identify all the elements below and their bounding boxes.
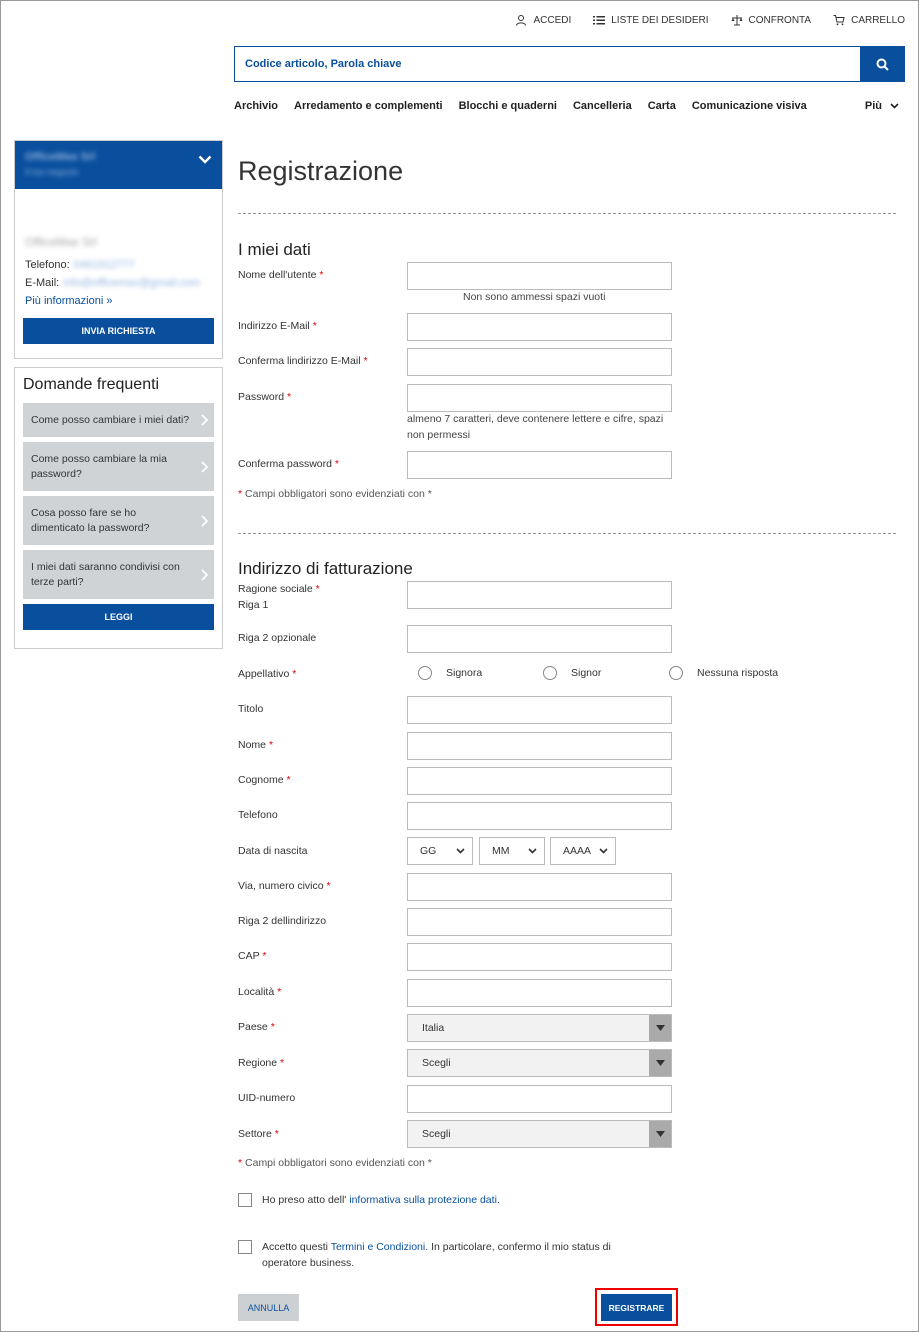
region-value: Scegli bbox=[422, 1057, 451, 1069]
required-note-visible: Campi obbligatori sono evidenziati con * bbox=[245, 1157, 432, 1169]
company-label: Ragione sociale * Riga 1 bbox=[238, 583, 320, 611]
section-heading-my-data: I miei dati bbox=[238, 240, 311, 259]
radio-label: Signor bbox=[571, 667, 602, 679]
chevron-down-icon bbox=[599, 848, 608, 854]
email-confirm-label-text: Conferma lindirizzo E-Mail bbox=[238, 355, 361, 367]
terms-consent bbox=[238, 1239, 638, 1271]
nav-item-arredamento[interactable]: Arredamento e complementi bbox=[294, 100, 443, 112]
main-nav bbox=[234, 100, 905, 112]
divider bbox=[238, 213, 896, 214]
address2-label: Riga 2 dellindirizzo bbox=[238, 915, 327, 927]
email-confirm-input[interactable] bbox=[407, 348, 672, 376]
region-label: Regione * bbox=[238, 1057, 285, 1069]
radio-nessuna[interactable] bbox=[669, 666, 778, 680]
birth-year-value: AAAA bbox=[563, 845, 592, 857]
nav-more-label: Più bbox=[864, 100, 882, 112]
user-icon bbox=[515, 14, 527, 26]
register-button[interactable]: REGISTRARE bbox=[601, 1294, 672, 1321]
region-select[interactable] bbox=[407, 1049, 672, 1077]
required-note: * Campi obbligatori sono evidenziati con * bbox=[238, 1157, 432, 1169]
dealer-name: OfficeMax Srl bbox=[25, 151, 96, 163]
cart-label: CARRELLO bbox=[851, 14, 905, 26]
lastname-input[interactable] bbox=[407, 767, 672, 795]
terms-link[interactable]: Termini e Condizioni bbox=[330, 1241, 426, 1253]
wishlists-label: LISTE DEI DESIDERI bbox=[611, 14, 709, 26]
required-note-visible: Campi obbligatori sono evidenziati con * bbox=[245, 488, 432, 500]
dealer-email-row bbox=[25, 277, 212, 289]
select-arrow bbox=[649, 1015, 671, 1041]
password-label: Password * bbox=[238, 391, 292, 403]
firstname-label: Nome * bbox=[238, 739, 274, 751]
nav-item-carta[interactable]: Carta bbox=[647, 100, 676, 112]
more-info-link[interactable]: Più informazioni » bbox=[25, 295, 113, 307]
chevron-down-icon bbox=[528, 848, 537, 854]
zip-label: CAP * bbox=[238, 950, 267, 962]
country-select[interactable] bbox=[407, 1014, 672, 1042]
top-utility-bar bbox=[515, 14, 905, 26]
lastname-label: Cognome * bbox=[238, 774, 291, 786]
privacy-checkbox[interactable] bbox=[238, 1193, 252, 1207]
line1-label-text: Riga 1 bbox=[238, 599, 269, 611]
search-icon bbox=[876, 58, 889, 71]
birthdate-label: Data di nascita bbox=[238, 845, 308, 857]
zip-label-text: CAP bbox=[238, 950, 260, 962]
radio-button[interactable] bbox=[418, 666, 432, 680]
faq-item[interactable] bbox=[23, 550, 214, 599]
dealer-panel bbox=[14, 140, 223, 359]
salutation-label-text: Appellativo bbox=[238, 668, 290, 680]
faq-title: Domande frequenti bbox=[23, 376, 160, 393]
phone-input[interactable] bbox=[407, 802, 672, 830]
login-link[interactable] bbox=[515, 14, 571, 26]
chevron-right-icon bbox=[201, 515, 208, 527]
country-label: Paese * bbox=[238, 1021, 275, 1033]
select-arrow bbox=[649, 1050, 671, 1076]
uid-label: UID-numero bbox=[238, 1092, 296, 1104]
caret-down-icon bbox=[656, 1025, 665, 1031]
sector-value: Scegli bbox=[422, 1128, 451, 1140]
chevron-down-icon bbox=[456, 848, 465, 854]
radio-label: Signora bbox=[446, 667, 483, 679]
zip-input[interactable] bbox=[407, 943, 672, 971]
nav-item-cancelleria[interactable]: Cancelleria bbox=[572, 100, 632, 112]
faq-item[interactable] bbox=[23, 496, 214, 545]
street-label-text: Via, numero civico bbox=[238, 880, 324, 892]
terms-suffix: . In particolare, confermo il mio status di operatore business. bbox=[262, 1241, 611, 1269]
search-bar bbox=[234, 46, 905, 82]
faq-item[interactable] bbox=[23, 442, 214, 491]
username-input[interactable] bbox=[407, 262, 672, 290]
privacy-text bbox=[262, 1192, 500, 1208]
nav-item-archivio[interactable]: Archivio bbox=[234, 100, 279, 112]
privacy-prefix: Ho preso atto dell' bbox=[262, 1194, 347, 1206]
chevron-right-icon bbox=[201, 569, 208, 581]
street-input[interactable] bbox=[407, 873, 672, 901]
privacy-consent bbox=[238, 1192, 678, 1208]
dealer-email: info@officemax@gmail.com bbox=[63, 277, 201, 289]
email-label: Indirizzo E-Mail * bbox=[238, 320, 317, 332]
password-confirm-label: Conferma password * bbox=[238, 458, 339, 470]
radio-signora[interactable] bbox=[418, 666, 482, 680]
email-label-text: Indirizzo E-Mail bbox=[238, 320, 310, 332]
terms-text bbox=[262, 1239, 638, 1271]
address2-input[interactable] bbox=[407, 908, 672, 936]
radio-button[interactable] bbox=[669, 666, 683, 680]
chevron-down-icon[interactable] bbox=[198, 155, 212, 164]
username-hint: Non sono ammessi spazi vuoti bbox=[463, 291, 606, 303]
city-label-text: Località bbox=[238, 986, 275, 998]
dealer-phone-label: Telefono: bbox=[25, 259, 70, 271]
faq-item-text: Cosa posso fare se ho dimenticato la password? bbox=[31, 506, 150, 534]
scale-icon bbox=[731, 14, 743, 26]
faq-panel bbox=[14, 367, 223, 649]
radio-signor[interactable] bbox=[543, 666, 601, 680]
dealer-shop-name: OfficeMax Srl bbox=[25, 235, 97, 249]
phone-label: Telefono bbox=[238, 809, 278, 821]
chevron-down-icon bbox=[890, 103, 899, 109]
company-label-text: Ragione sociale bbox=[238, 583, 313, 595]
dealer-phone-row bbox=[25, 259, 212, 271]
caret-down-icon bbox=[656, 1060, 665, 1066]
divider bbox=[238, 533, 896, 534]
chevron-right-icon bbox=[201, 414, 208, 426]
cart-link[interactable] bbox=[833, 14, 905, 26]
section-heading-billing: Indirizzo di fatturazione bbox=[238, 559, 413, 578]
nav-item-comunicazione[interactable]: Comunicazione visiva bbox=[691, 100, 807, 112]
page-title: Registrazione bbox=[238, 156, 404, 186]
sector-label-text: Settore bbox=[238, 1128, 272, 1140]
caret-down-icon bbox=[656, 1131, 665, 1137]
username-label: Nome dell'utente * bbox=[238, 269, 324, 281]
region-label-text: Regione bbox=[238, 1057, 278, 1069]
search-button[interactable] bbox=[860, 47, 904, 81]
birth-day-select[interactable] bbox=[407, 837, 473, 865]
line2-label: Riga 2 opzionale bbox=[238, 632, 317, 644]
sector-select[interactable] bbox=[407, 1120, 672, 1148]
faq-item-text: Come posso cambiare la mia password? bbox=[31, 452, 167, 480]
email-input[interactable] bbox=[407, 313, 672, 341]
password-confirm-label-text: Conferma password bbox=[238, 458, 332, 470]
firstname-input[interactable] bbox=[407, 732, 672, 760]
line2-input[interactable] bbox=[407, 625, 672, 653]
uid-input[interactable] bbox=[407, 1085, 672, 1113]
compare-label: CONFRONTA bbox=[748, 14, 812, 26]
faq-item-text: Come posso cambiare i miei dati? bbox=[31, 413, 190, 426]
chevron-right-icon bbox=[201, 461, 208, 473]
compare-link[interactable] bbox=[731, 14, 812, 26]
lastname-label-text: Cognome bbox=[238, 774, 284, 786]
city-label: Località * bbox=[238, 986, 282, 998]
privacy-suffix: . bbox=[496, 1194, 500, 1206]
street-label: Via, numero civico * bbox=[238, 880, 331, 892]
select-arrow bbox=[649, 1121, 671, 1147]
country-value: Italia bbox=[422, 1022, 445, 1034]
dealer-info bbox=[15, 189, 222, 344]
password-input[interactable] bbox=[407, 384, 672, 412]
nav-item-blocchi[interactable]: Blocchi e quaderni bbox=[458, 100, 557, 112]
email-confirm-label: Conferma lindirizzo E-Mail * bbox=[238, 355, 368, 367]
login-label: ACCEDI bbox=[533, 14, 572, 26]
birth-month-value: MM bbox=[492, 845, 510, 857]
company-input[interactable] bbox=[407, 581, 672, 609]
nav-more[interactable] bbox=[865, 100, 899, 112]
title-input[interactable] bbox=[407, 696, 672, 724]
dealer-email-label: E-Mail: bbox=[25, 277, 60, 289]
firstname-label-text: Nome bbox=[238, 739, 267, 751]
terms-prefix: Accetto questi bbox=[262, 1241, 331, 1253]
list-icon bbox=[593, 14, 605, 26]
sector-label: Settore * bbox=[238, 1128, 279, 1140]
password-hint: almeno 7 caratteri, deve contenere lettere e cifre, spazi non permessi bbox=[407, 413, 664, 441]
search-input[interactable] bbox=[235, 47, 860, 81]
privacy-link[interactable]: informativa sulla protezione dati bbox=[349, 1194, 497, 1206]
read-faq-button[interactable]: LEGGI bbox=[23, 604, 214, 630]
faq-item[interactable] bbox=[23, 403, 214, 437]
title-label: Titolo bbox=[238, 703, 264, 715]
terms-checkbox[interactable] bbox=[238, 1240, 252, 1254]
required-note: * Campi obbligatori sono evidenziati con * bbox=[238, 488, 432, 500]
password-label-text: Password bbox=[238, 391, 285, 403]
radio-button[interactable] bbox=[543, 666, 557, 680]
wishlists-link[interactable] bbox=[593, 14, 708, 26]
birth-year-select[interactable] bbox=[550, 837, 616, 865]
dealer-phone: 0461912777 bbox=[73, 259, 135, 271]
birth-month-select[interactable] bbox=[479, 837, 545, 865]
send-request-button[interactable]: INVIA RICHIESTA bbox=[23, 318, 214, 344]
faq-item-text: I miei dati saranno condivisi con terze parti? bbox=[31, 560, 180, 588]
dealer-subtitle: Il tuo negozio bbox=[25, 167, 79, 177]
country-label-text: Paese bbox=[238, 1021, 268, 1033]
birth-day-value: GG bbox=[420, 845, 437, 857]
username-label-text: Nome dell'utente bbox=[238, 269, 317, 281]
radio-label: Nessuna risposta bbox=[697, 667, 779, 679]
cart-icon bbox=[833, 14, 845, 26]
password-confirm-input[interactable] bbox=[407, 451, 672, 479]
salutation-label: Appellativo * bbox=[238, 668, 297, 680]
dealer-header bbox=[15, 141, 222, 189]
city-input[interactable] bbox=[407, 979, 672, 1007]
cancel-button[interactable]: ANNULLA bbox=[238, 1294, 299, 1321]
